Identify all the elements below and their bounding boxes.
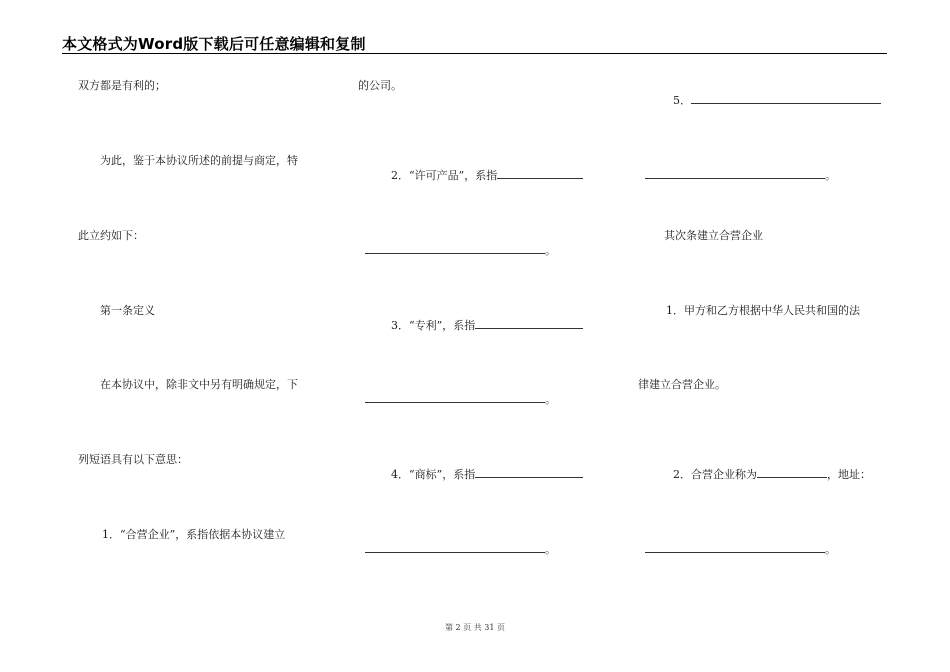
header-divider (62, 53, 887, 54)
blank-underline (475, 318, 583, 329)
col3-line-2 (638, 154, 836, 183)
col3-line-1 (666, 79, 881, 108)
col3-line-6-address: ，地址： (827, 468, 871, 481)
col2-line-6-text: 4．“商标”，系指 (391, 468, 476, 481)
col1-line-2: 为此，鉴于本协议所述的前提与商定，特 (100, 154, 298, 167)
col1-line-1: 双方都是有利的； (78, 79, 166, 92)
blank-underline (645, 168, 825, 179)
blank-underline (365, 243, 545, 254)
col1-line-7: 1．“合营企业”，系指依据本协议建立 (102, 528, 286, 541)
col2-line-2-text: 2．“许可产品”，系指 (391, 169, 498, 182)
col2-line-4-text: 3．“专利”，系指 (391, 319, 476, 332)
blank-underline (757, 467, 827, 478)
col2-line-3 (358, 229, 556, 258)
blank-underline (645, 542, 825, 553)
col2-line-5-end: 。 (545, 393, 556, 406)
col1-line-6: 列短语具有以下意思： (78, 453, 188, 466)
col2-line-1: 的公司。 (358, 79, 402, 92)
col3-line-1-text: 5． (673, 94, 691, 107)
col3-line-2-end: 。 (825, 169, 836, 182)
col2-line-7 (358, 528, 556, 557)
col2-line-3-end: 。 (545, 244, 556, 257)
blank-underline (691, 93, 881, 104)
page-number-footer: 第 2 页 共 31 页 (445, 623, 505, 632)
col3-line-4: 1．甲方和乙方根据中华人民共和国的法 (666, 304, 860, 317)
blank-underline (497, 168, 583, 179)
col3-section-heading: 其次条建立合营企业 (664, 229, 763, 242)
col3-line-7 (638, 528, 836, 557)
col1-section-heading: 第一条定义 (100, 304, 155, 317)
col1-line-3: 此立约如下： (78, 229, 144, 242)
col2-definition-trademark (384, 453, 583, 482)
col3-line-7-end: 。 (825, 543, 836, 556)
blank-underline (475, 467, 583, 478)
document-header-title: 本文格式为Word版下载后可任意编辑和复制 (62, 35, 366, 53)
col3-line-6 (666, 453, 871, 482)
col2-definition-licensed-product (384, 154, 583, 183)
col2-definition-patent (384, 304, 583, 333)
col3-line-6-text: 2．合营企业称为 (673, 468, 757, 481)
col2-line-5 (358, 378, 556, 407)
col3-line-5: 律建立合营企业。 (638, 378, 726, 391)
blank-underline (365, 542, 545, 553)
col1-line-5: 在本协议中，除非文中另有明确规定，下 (100, 378, 298, 391)
blank-underline (365, 392, 545, 403)
col2-line-7-end: 。 (545, 543, 556, 556)
